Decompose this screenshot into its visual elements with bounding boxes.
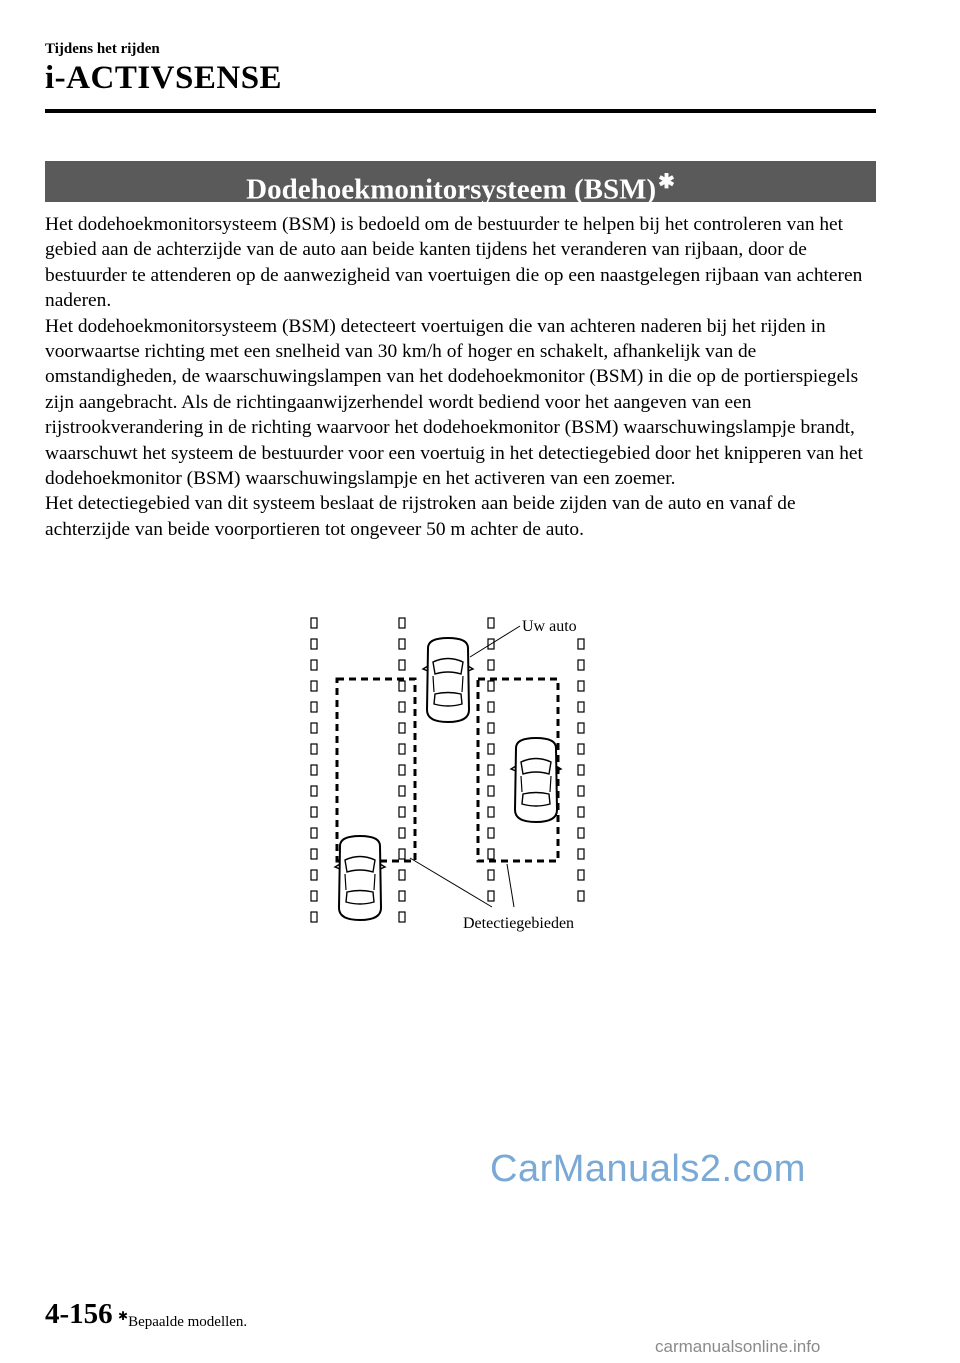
asterisk-icon: ✱ [658,171,675,193]
topic-banner [45,161,876,206]
lane-marking-4 [578,639,584,901]
detection-zones-label: Detectiegebieden [463,915,575,932]
watermark-logo: CarManuals2.com [490,1148,806,1190]
section-title: i-ACTIVSENSE [45,60,283,96]
banner-title: Dodehoekmonitorsysteem (BSM) [246,173,657,206]
body-text [45,212,885,542]
lane-marking-2 [399,618,405,922]
chapter-heading: Tijdens het rijden [45,41,160,57]
lane-marking-1 [311,618,317,922]
header-rule [45,109,876,113]
vehicle-right-lane [511,738,561,822]
own-car [423,638,473,722]
paragraph-detection: Het dodehoekmonitorsysteem (BSM) detecteert voertuigen die van achteren naderen bij het rijden in voorwaartse richting met een snelheid van 30 km/h of hoger en schakelt, afhankelijk van de omstandigheden, de waarschuwingslampen van het dodehoekmonitor (BSM) in die op de portierspiegels zijn aangebracht. Als de richtingaanwijzerhendel wordt bediend voor het aangeven van een rijstrookverandering in de richting waarvoor het dodehoekmonitor (BSM) waarschuwingslampje brandt, waarschuwt het systeem de bestuurder voor een voertuig in het detectiegebied door het knipperen van het dodehoekmonitor (BSM) waarschuwingslampje en het activeren van een zoemer. [45,315,863,490]
page-number: 4-156 [45,1298,113,1330]
detection-zone-left [337,679,415,861]
footnote [118,1309,247,1331]
zone-leader-line-left [410,858,492,907]
bsm-diagram [300,610,620,940]
own-car-leader-line [470,626,520,657]
site-watermark: carmanualsonline.info [655,1337,821,1356]
zone-leader-line-right [507,864,514,907]
lane-marking-3 [488,618,494,901]
footnote-asterisk-icon: ✱ [118,1309,129,1323]
vehicle-left-lane [335,836,385,920]
paragraph-area: Het detectiegebied van dit systeem beslaat de rijstroken aan beide zijden van de auto en vanaf de achterzijde van beide voorportieren tot ongeveer 50 m achter de auto. [45,493,796,540]
footnote-text: Bepaalde modellen. [128,1314,248,1330]
own-car-label: Uw auto [522,618,577,635]
paragraph-intro: Het dodehoekmonitorsysteem (BSM) is bedoeld om de bestuurder te helpen bij het controleren van het gebied aan de achterzijde van de auto aan beide kanten tijdens het veranderen van rijbaan, door de bestuurder te attenderen op de aanwezigheid van voertuigen die op een naastgelegen rijbaan van achteren naderen. [45,214,863,312]
